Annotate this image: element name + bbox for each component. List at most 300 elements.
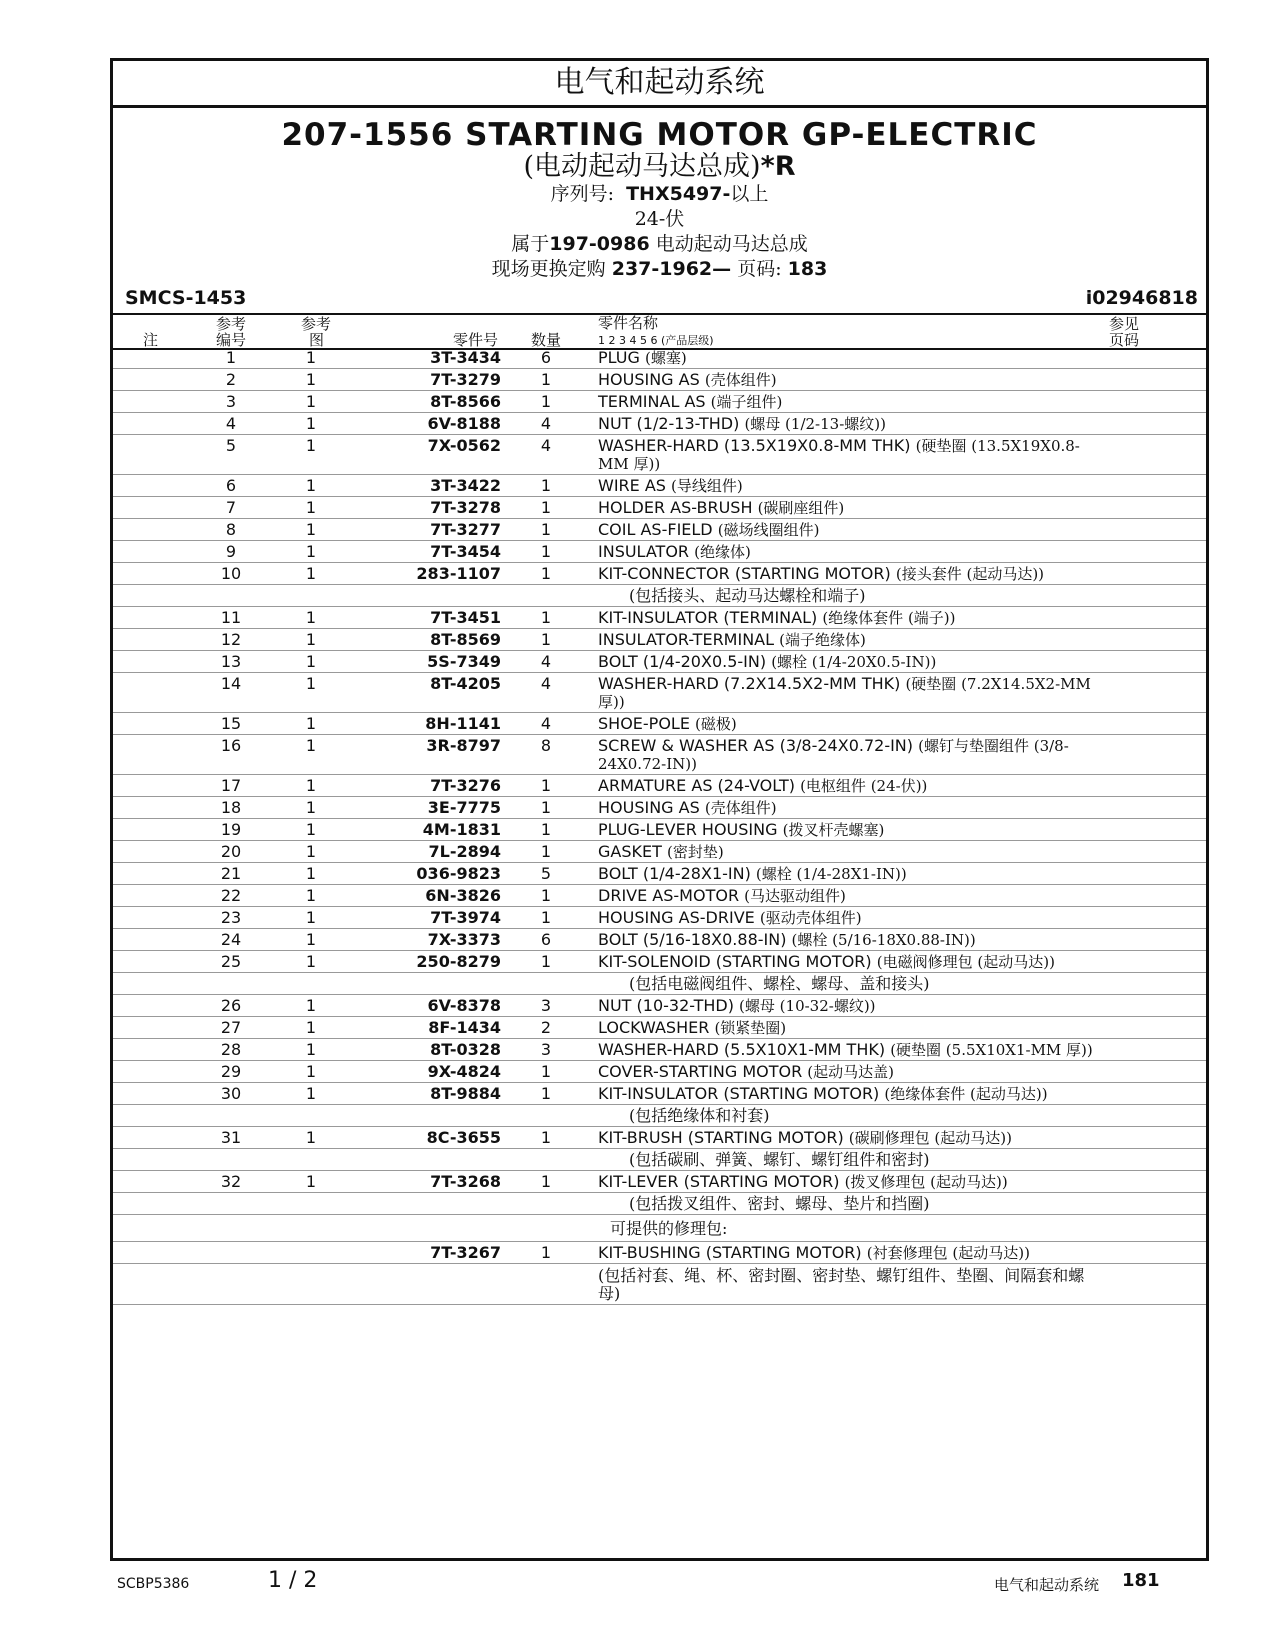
part-name-en: KIT-CONNECTOR (STARTING MOTOR) xyxy=(598,564,891,583)
part-name-en: HOUSING AS xyxy=(598,370,700,389)
part-name-cn: (壳体组件) xyxy=(704,371,777,389)
quantity: 6 xyxy=(540,930,552,949)
quantity: 4 xyxy=(540,652,552,671)
field-part-number: 237-1962— xyxy=(611,258,732,280)
part-description xyxy=(598,563,1098,584)
table-row xyxy=(113,1171,1206,1193)
part-number: 7T-3267 xyxy=(430,1243,501,1262)
part-number: 250-8279 xyxy=(416,952,501,971)
quantity: 1 xyxy=(540,842,552,861)
table-row xyxy=(113,673,1206,713)
quantity: 4 xyxy=(540,436,552,455)
group-header xyxy=(113,118,1206,282)
part-name-cn: (磁场线圈组件) xyxy=(717,521,820,539)
part-name-en: PLUG xyxy=(598,348,640,367)
ref-number: 19 xyxy=(220,820,242,839)
ref-figure: 1 xyxy=(305,1040,317,1059)
part-number: 7T-3974 xyxy=(430,908,501,927)
ref-number: 23 xyxy=(220,908,242,927)
ref-number: 26 xyxy=(220,996,242,1015)
part-number: 7T-3268 xyxy=(430,1172,501,1191)
ref-figure: 1 xyxy=(305,520,317,539)
ref-number: 18 xyxy=(220,798,242,817)
part-description xyxy=(598,651,1098,672)
quantity: 1 xyxy=(540,1128,552,1147)
ref-figure: 1 xyxy=(305,820,317,839)
group-title: 207-1556 STARTING MOTOR GP-ELECTRIC xyxy=(281,117,1038,153)
voltage: 24-伏 xyxy=(634,208,685,230)
field-page: 183 xyxy=(787,258,828,280)
table-row xyxy=(113,819,1206,841)
part-description xyxy=(598,1171,1098,1192)
serial-label: 序列号: xyxy=(550,183,614,205)
part-description xyxy=(598,369,1098,390)
ref-number: 16 xyxy=(220,736,242,755)
part-number: 8H-1141 xyxy=(425,714,501,733)
part-name-en: DRIVE AS-MOTOR xyxy=(598,886,740,905)
ref-figure: 1 xyxy=(305,498,317,517)
part-description xyxy=(598,797,1098,818)
part-name-en: COIL AS-FIELD xyxy=(598,520,713,539)
ref-figure: 1 xyxy=(305,736,317,755)
ref-number: 10 xyxy=(220,564,242,583)
ref-figure: 1 xyxy=(305,564,317,583)
part-name-en: NUT (10-32-THD) xyxy=(598,996,734,1015)
ref-number: 20 xyxy=(220,842,242,861)
part-name-en: COVER-STARTING MOTOR xyxy=(598,1062,803,1081)
table-row xyxy=(113,841,1206,863)
note-row xyxy=(113,1193,1206,1215)
part-name-en: WASHER-HARD (7.2X14.5X2-MM THK) xyxy=(598,674,901,693)
includes-note: (包括绝缘体和衬套) xyxy=(629,1106,770,1125)
table-row xyxy=(113,497,1206,519)
part-name-cn: (拨叉杆壳螺塞) xyxy=(782,821,885,839)
ref-number: 14 xyxy=(220,674,242,693)
quantity: 5 xyxy=(540,864,552,883)
includes-note: (包括接头、起动马达螺栓和端子) xyxy=(629,586,866,605)
part-number: 3T-3422 xyxy=(430,476,501,495)
part-name-en: ARMATURE AS (24-VOLT) xyxy=(598,776,795,795)
table-row xyxy=(113,369,1206,391)
part-name-en: WASHER-HARD (13.5X19X0.8-MM THK) xyxy=(598,436,911,455)
quantity: 1 xyxy=(540,542,552,561)
part-name-en: KIT-BUSHING (STARTING MOTOR) xyxy=(598,1243,862,1262)
part-number: 7T-3451 xyxy=(430,608,501,627)
page-frame xyxy=(110,58,1209,1561)
table-row xyxy=(113,1127,1206,1149)
part-name-cn: (驱动壳体组件) xyxy=(759,909,862,927)
table-row xyxy=(113,929,1206,951)
part-number: 8T-8566 xyxy=(430,392,501,411)
ref-figure: 1 xyxy=(305,348,317,367)
part-name-en: SHOE-POLE xyxy=(598,714,690,733)
part-name-cn: (接头套件 (起动马达)) xyxy=(895,565,1045,583)
table-row xyxy=(113,907,1206,929)
part-description xyxy=(598,863,1098,884)
ref-number: 9 xyxy=(225,542,237,561)
ref-figure: 1 xyxy=(305,886,317,905)
part-name-cn: (拨叉修理包 (起动马达)) xyxy=(844,1173,1008,1191)
part-name-en: KIT-SOLENOID (STARTING MOTOR) xyxy=(598,952,872,971)
quantity: 1 xyxy=(540,370,552,389)
part-description xyxy=(598,735,1098,774)
quantity: 1 xyxy=(540,564,552,583)
part-description xyxy=(598,347,1098,368)
part-name-en: BOLT (5/16-18X0.88-IN) xyxy=(598,930,787,949)
part-name-en: WIRE AS xyxy=(598,476,666,495)
quantity: 4 xyxy=(540,414,552,433)
col-note: 注 xyxy=(143,331,159,349)
col-ref-fig-2: 图 xyxy=(309,331,325,349)
quantity: 1 xyxy=(540,392,552,411)
part-description xyxy=(598,775,1098,796)
part-description xyxy=(598,713,1098,734)
table-row xyxy=(113,519,1206,541)
part-name-cn: (衬套修理包 (起动马达)) xyxy=(866,1244,1030,1262)
part-name-cn: (马达驱动组件) xyxy=(744,887,846,905)
part-name-en: BOLT (1/4-28X1-IN) xyxy=(598,864,751,883)
quantity: 1 xyxy=(540,952,552,971)
part-name-cn: (螺栓 (5/16-18X0.88-IN)) xyxy=(791,931,976,949)
smcs-code: SMCS-1453 xyxy=(125,287,247,309)
part-name-cn: (螺钉与垫圈组件 (3/8-24X0.72-IN)) xyxy=(598,737,1069,773)
ref-figure: 1 xyxy=(305,776,317,795)
table-row xyxy=(113,1017,1206,1039)
footer-page-fraction: 1 / 2 xyxy=(268,1568,318,1593)
quantity: 3 xyxy=(540,1040,552,1059)
includes-note: (包括拨叉组件、密封、螺母、垫片和挡圈) xyxy=(629,1194,930,1213)
ref-number: 25 xyxy=(220,952,242,971)
table-row xyxy=(113,629,1206,651)
table-row xyxy=(113,563,1206,585)
quantity: 1 xyxy=(540,1243,552,1262)
table-row xyxy=(113,607,1206,629)
part-description xyxy=(598,819,1098,840)
note-row xyxy=(113,585,1206,607)
footer-doc-number: SCBP5386 xyxy=(117,1576,190,1592)
part-number: 7T-3277 xyxy=(430,520,501,539)
part-number: 5S-7349 xyxy=(427,652,501,671)
part-description xyxy=(598,475,1098,496)
quantity: 4 xyxy=(540,714,552,733)
part-description xyxy=(598,629,1098,650)
part-number: 6N-3826 xyxy=(425,886,501,905)
ref-number: 4 xyxy=(225,414,237,433)
parts-table xyxy=(113,347,1206,1305)
part-name-cn: (绝缘体套件 (端子)) xyxy=(822,609,956,627)
quantity: 6 xyxy=(540,348,552,367)
part-number: 7X-0562 xyxy=(427,436,501,455)
part-number: 6V-8378 xyxy=(427,996,501,1015)
part-number: 4M-1831 xyxy=(422,820,501,839)
ref-number: 6 xyxy=(225,476,237,495)
col-ref-fig-1: 参考 xyxy=(301,315,332,333)
quantity: 1 xyxy=(540,886,552,905)
table-row xyxy=(113,1242,1206,1264)
col-qty: 数量 xyxy=(531,331,562,349)
group-subtitle-cn: (电动起动马达总成) xyxy=(523,151,761,182)
part-name-en: SCREW & WASHER AS (3/8-24X0.72-IN) xyxy=(598,736,914,755)
quantity: 1 xyxy=(540,520,552,539)
voltage-line xyxy=(113,207,1206,232)
quantity: 3 xyxy=(540,996,552,1015)
ref-figure: 1 xyxy=(305,1128,317,1147)
ref-figure: 1 xyxy=(305,652,317,671)
part-name-cn: (绝缘体) xyxy=(694,543,751,561)
part-number: 9X-4824 xyxy=(427,1062,501,1081)
table-row xyxy=(113,713,1206,735)
table-row xyxy=(113,951,1206,973)
part-name-cn: (壳体组件) xyxy=(704,799,777,817)
ref-figure: 1 xyxy=(305,674,317,693)
part-number: 283-1107 xyxy=(416,564,501,583)
ref-figure: 1 xyxy=(305,930,317,949)
ref-figure: 1 xyxy=(305,370,317,389)
quantity: 1 xyxy=(540,908,552,927)
part-description xyxy=(598,885,1098,906)
belongs-part-number: 197-0986 xyxy=(549,233,650,255)
note-row xyxy=(113,1105,1206,1127)
table-row xyxy=(113,863,1206,885)
ref-number: 7 xyxy=(225,498,237,517)
part-description xyxy=(598,607,1098,628)
table-row xyxy=(113,651,1206,673)
available-kits-label-row xyxy=(113,1215,1206,1242)
part-number: 8T-4205 xyxy=(430,674,501,693)
ref-figure: 1 xyxy=(305,842,317,861)
belongs-label: 属于 xyxy=(511,233,550,255)
col-ref-no-2: 编号 xyxy=(216,331,247,349)
ref-number: 29 xyxy=(220,1062,242,1081)
table-row xyxy=(113,475,1206,497)
ref-figure: 1 xyxy=(305,476,317,495)
part-number: 7X-3373 xyxy=(427,930,501,949)
ref-number: 1 xyxy=(225,348,237,367)
part-name-cn: (锁紧垫圈) xyxy=(714,1019,787,1037)
belongs-line xyxy=(113,232,1206,257)
quantity: 1 xyxy=(540,476,552,495)
quantity: 1 xyxy=(540,776,552,795)
available-kits-label: 可提供的修理包: xyxy=(610,1219,728,1238)
section-title: 电气和起动系统 xyxy=(113,61,1206,108)
ref-number: 3 xyxy=(225,392,237,411)
part-name-cn: (碳刷修理包 (起动马达)) xyxy=(848,1129,1012,1147)
ref-number: 5 xyxy=(225,436,237,455)
ref-figure: 1 xyxy=(305,714,317,733)
table-row xyxy=(113,735,1206,775)
part-name-cn: (绝缘体套件 (起动马达)) xyxy=(884,1085,1048,1103)
part-name-en: GASKET xyxy=(598,842,662,861)
quantity: 1 xyxy=(540,1084,552,1103)
part-name-en: KIT-INSULATOR (TERMINAL) xyxy=(598,608,818,627)
part-description xyxy=(598,929,1098,950)
part-name-cn: (螺栓 (1/4-28X1-IN)) xyxy=(755,865,907,883)
table-row xyxy=(113,1061,1206,1083)
part-name-en: KIT-BRUSH (STARTING MOTOR) xyxy=(598,1128,844,1147)
col-desc-levels: 1 2 3 4 5 6 (产品层级) xyxy=(598,334,714,347)
part-name-en: PLUG-LEVER HOUSING xyxy=(598,820,778,839)
part-name-cn: (碳刷座组件) xyxy=(757,499,845,517)
quantity: 8 xyxy=(540,736,552,755)
part-number: 7T-3279 xyxy=(430,370,501,389)
table-row xyxy=(113,797,1206,819)
part-name-cn: (电磁阀修理包 (起动马达)) xyxy=(876,953,1055,971)
belongs-desc: 电动起动马达总成 xyxy=(655,233,808,255)
part-number: 7T-3276 xyxy=(430,776,501,795)
table-row xyxy=(113,347,1206,369)
part-description xyxy=(598,1017,1098,1038)
ref-figure: 1 xyxy=(305,1062,317,1081)
part-description xyxy=(598,907,1098,928)
part-name-cn: (螺母 (10-32-螺纹)) xyxy=(739,997,876,1015)
part-name-cn: (电枢组件 (24-伏)) xyxy=(800,777,928,795)
part-number: 3E-7775 xyxy=(427,798,501,817)
table-row xyxy=(113,1083,1206,1105)
ref-number: 27 xyxy=(220,1018,242,1037)
note-row xyxy=(113,1149,1206,1171)
part-description xyxy=(598,519,1098,540)
footer-page-number: 181 xyxy=(1122,1570,1160,1591)
part-description xyxy=(598,995,1098,1016)
ref-number: 2 xyxy=(225,370,237,389)
ref-number: 17 xyxy=(220,776,242,795)
ref-figure: 1 xyxy=(305,1084,317,1103)
serial-value: THX5497- xyxy=(626,183,731,205)
quantity: 1 xyxy=(540,630,552,649)
ref-figure: 1 xyxy=(305,630,317,649)
ref-number: 28 xyxy=(220,1040,242,1059)
quantity: 1 xyxy=(540,820,552,839)
ref-number: 21 xyxy=(220,864,242,883)
part-name-en: INSULATOR xyxy=(598,542,690,561)
group-subtitle xyxy=(113,152,1206,182)
part-name-cn: (螺栓 (1/4-20X0.5-IN)) xyxy=(771,653,937,671)
ref-figure: 1 xyxy=(305,608,317,627)
part-description xyxy=(598,841,1098,862)
ref-figure: 1 xyxy=(305,908,317,927)
table-row xyxy=(113,391,1206,413)
field-label: 现场更换定购 xyxy=(491,258,606,280)
quantity: 1 xyxy=(540,1062,552,1081)
col-part-no: 零件号 xyxy=(453,331,499,349)
part-name-cn: (硬垫圈 (13.5X19X0.8-MM 厚)) xyxy=(598,437,1080,473)
note-row xyxy=(113,973,1206,995)
includes-note: (包括碳刷、弹簧、螺钉、螺钉组件和密封) xyxy=(629,1150,930,1169)
quantity: 1 xyxy=(540,1172,552,1191)
part-name-cn: (导线组件) xyxy=(671,477,743,495)
part-description xyxy=(598,391,1098,412)
ref-figure: 1 xyxy=(305,436,317,455)
part-description xyxy=(598,1039,1098,1060)
table-row xyxy=(113,435,1206,475)
part-number: 3R-8797 xyxy=(426,736,501,755)
part-name-cn: (硬垫圈 (5.5X10X1-MM 厚)) xyxy=(890,1041,1093,1059)
ref-figure: 1 xyxy=(305,798,317,817)
part-number: 7T-3454 xyxy=(430,542,501,561)
part-description xyxy=(598,1083,1098,1104)
part-name-en: NUT (1/2-13-THD) xyxy=(598,414,740,433)
page-footer xyxy=(0,1568,1275,1598)
part-name-en: KIT-INSULATOR (STARTING MOTOR) xyxy=(598,1084,880,1103)
part-number: 8T-8569 xyxy=(430,630,501,649)
part-name-cn: (硬垫圈 (7.2X14.5X2-MM 厚)) xyxy=(598,675,1091,711)
part-name-cn: (端子绝缘体) xyxy=(779,631,866,649)
quantity: 1 xyxy=(540,798,552,817)
field-page-label: 页码: xyxy=(737,258,782,280)
part-name-en: HOUSING AS-DRIVE xyxy=(598,908,755,927)
part-name-en: WASHER-HARD (5.5X10X1-MM THK) xyxy=(598,1040,886,1059)
serial-suffix: 以上 xyxy=(730,183,769,205)
ref-number: 30 xyxy=(220,1084,242,1103)
quantity: 1 xyxy=(540,498,552,517)
quantity: 1 xyxy=(540,608,552,627)
field-replacement-line xyxy=(113,257,1206,282)
part-number: 8F-1434 xyxy=(428,1018,501,1037)
part-number: 3T-3434 xyxy=(430,348,501,367)
quantity: 4 xyxy=(540,674,552,693)
column-header xyxy=(113,313,1206,350)
part-name-cn: (磁极) xyxy=(695,715,737,733)
part-name-en: HOLDER AS-BRUSH xyxy=(598,498,753,517)
part-number: 8C-3655 xyxy=(426,1128,501,1147)
table-row xyxy=(113,995,1206,1017)
part-name-cn: (密封垫) xyxy=(666,843,724,861)
part-name-en: KIT-LEVER (STARTING MOTOR) xyxy=(598,1172,840,1191)
part-description xyxy=(598,1127,1098,1148)
part-description xyxy=(598,435,1098,474)
part-number: 8T-0328 xyxy=(430,1040,501,1059)
part-description xyxy=(598,673,1098,712)
footer-section: 电气和起动系统 xyxy=(994,1576,1100,1594)
ref-figure: 1 xyxy=(305,864,317,883)
col-see-page-2: 页码 xyxy=(1109,331,1140,349)
col-ref-no-1: 参考 xyxy=(216,315,247,333)
part-name-cn: (起动马达盖) xyxy=(807,1063,895,1081)
part-description xyxy=(598,951,1098,972)
part-name-cn: (螺母 (1/2-13-螺纹)) xyxy=(744,415,886,433)
ref-number: 11 xyxy=(220,608,242,627)
ref-figure: 1 xyxy=(305,952,317,971)
part-name-en: INSULATOR-TERMINAL xyxy=(598,630,775,649)
part-description xyxy=(598,413,1098,434)
serial-line xyxy=(113,182,1206,207)
col-see-page-1: 参见 xyxy=(1109,315,1140,333)
ref-number: 22 xyxy=(220,886,242,905)
quantity: 2 xyxy=(540,1018,552,1037)
part-number: 036-9823 xyxy=(416,864,501,883)
ref-figure: 1 xyxy=(305,996,317,1015)
part-name-en: HOUSING AS xyxy=(598,798,700,817)
part-name-en: LOCKWASHER xyxy=(598,1018,710,1037)
reference-id: i02946818 xyxy=(1085,287,1198,309)
part-description xyxy=(598,497,1098,518)
ref-number: 32 xyxy=(220,1172,242,1191)
part-description xyxy=(598,541,1098,562)
part-name-cn: (端子组件) xyxy=(710,393,783,411)
ref-number: 8 xyxy=(225,520,237,539)
ref-figure: 1 xyxy=(305,392,317,411)
table-row xyxy=(113,541,1206,563)
table-row xyxy=(113,413,1206,435)
ref-figure: 1 xyxy=(305,542,317,561)
table-row xyxy=(113,885,1206,907)
part-description xyxy=(598,1242,1098,1263)
part-number: 6V-8188 xyxy=(427,414,501,433)
ref-number: 13 xyxy=(220,652,242,671)
part-name-en: BOLT (1/4-20X0.5-IN) xyxy=(598,652,767,671)
ref-number: 31 xyxy=(220,1128,242,1147)
table-row xyxy=(113,1039,1206,1061)
